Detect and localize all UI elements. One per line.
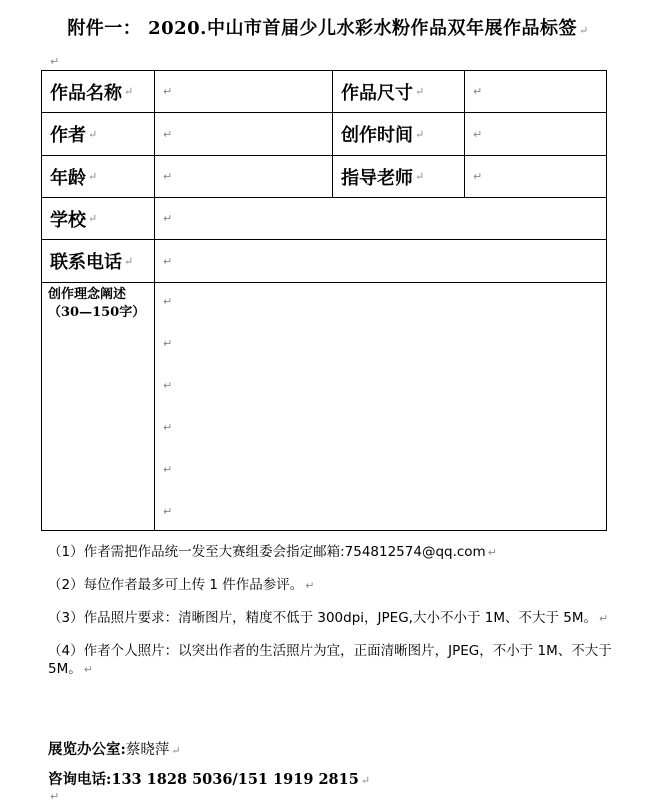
note-1: （1）作者需把作品统一发至大赛组委会指定邮箱:754812574@qq.com ↵	[48, 544, 497, 560]
consult-phone: 咨询电话:133 1828 5036/151 1919 2815 ↵	[48, 771, 371, 788]
document-title: 附件一： 2020.中山市首届少儿水彩水粉作品双年展作品标签 ↵	[67, 18, 589, 39]
field-contact-phone[interactable]: ↵	[155, 240, 606, 283]
label-form-table	[41, 70, 607, 531]
label-author: 作者 ↵	[42, 113, 155, 156]
philosophy-length-hint: （30—150字）	[48, 305, 146, 320]
office-contact: 展览办公室:蔡晓萍 ↵	[48, 741, 181, 758]
label-contact-phone: 联系电话 ↵	[42, 240, 155, 283]
note-4: （4）作者个人照片：以突出作者的生活照片为宜，正面清晰图片，JPEG，不小于 1M、不大于 5M。 ↵	[48, 643, 612, 677]
label-creation-time: 创作时间 ↵	[333, 113, 465, 156]
note-2: （2）每位作者最多可上传 1 件作品参评。 ↵	[48, 577, 315, 593]
field-teacher[interactable]: ↵	[465, 156, 606, 198]
field-work-size[interactable]: ↵	[465, 71, 606, 113]
field-creative-philosophy[interactable]: ↵ ↵ ↵ ↵ ↵ ↵	[163, 295, 173, 518]
label-work-size: 作品尺寸 ↵	[333, 71, 465, 113]
label-teacher: 指导老师 ↵	[333, 156, 465, 198]
field-work-name[interactable]: ↵	[155, 71, 333, 113]
submission-notes	[48, 543, 618, 685]
label-creative-philosophy: 创作理念阐述 （30—150字）	[42, 283, 155, 530]
field-creation-time[interactable]: ↵	[465, 113, 606, 156]
label-school: 学校 ↵	[42, 198, 155, 240]
field-age[interactable]: ↵	[155, 156, 333, 198]
paragraph-mark-end: ↵	[50, 790, 60, 803]
label-age: 年龄 ↵	[42, 156, 155, 198]
note-3: （3）作品照片要求：清晰图片，精度不低于 300dpi，JPEG,大小不小于 1M、不大于 5M。 ↵	[48, 610, 609, 626]
label-work-name: 作品名称 ↵	[42, 71, 155, 113]
field-author[interactable]: ↵	[155, 113, 333, 156]
paragraph-mark: ↵	[50, 55, 60, 68]
field-school[interactable]: ↵	[155, 198, 606, 240]
